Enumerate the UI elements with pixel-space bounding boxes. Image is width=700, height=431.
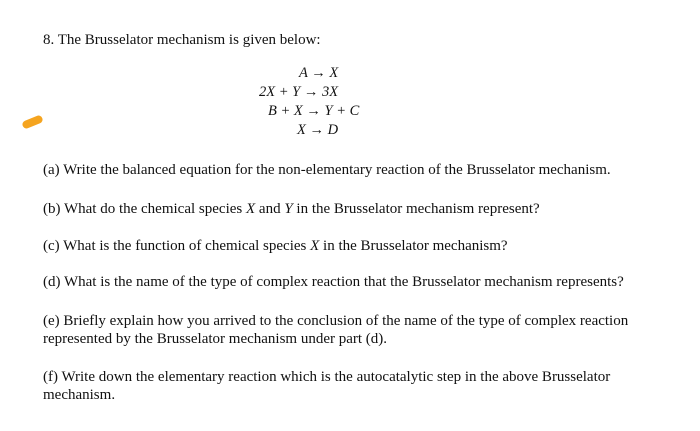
question-a — [43, 161, 683, 179]
equation-3: B + X → Y + C — [268, 103, 360, 119]
question-a-text: (a) Write the balanced equation for the non-elementary reaction of the Brusselator mechanism. — [43, 162, 611, 178]
question-c-text-1: (c) What is the function of chemical species — [43, 238, 311, 254]
question-f-line-1: (f) Write down the elementary reaction which is the autocatalytic step in the above Brusselator — [43, 369, 611, 385]
problem-heading: 8. The Brusselator mechanism is given below: — [43, 32, 321, 48]
question-e — [43, 312, 683, 348]
question-b — [43, 200, 683, 218]
question-c — [43, 237, 683, 255]
question-b-text-2: and — [255, 201, 285, 217]
question-d — [43, 273, 683, 291]
question-b-text-1: (b) What do the chemical species — [43, 201, 246, 217]
highlighter-mark — [21, 114, 43, 129]
question-e-line-1: (e) Briefly explain how you arrived to the conclusion of the name of the type of complex reaction — [43, 313, 629, 329]
question-c-text-2: in the Brusselator mechanism? — [319, 238, 508, 254]
question-d-text: (d) What is the name of the type of complex reaction that the Brusselator mechanism represents? — [43, 274, 624, 290]
equation-4: X → D — [297, 122, 339, 138]
question-b-var-y: Y — [284, 201, 293, 217]
question-e-line-2: represented by the Brusselator mechanism under part (d). — [43, 331, 388, 347]
equation-1: A → X — [299, 65, 339, 81]
question-b-text-3: in the Brusselator mechanism represent? — [292, 201, 540, 217]
question-b-var-x: X — [245, 201, 256, 217]
question-c-var-x: X — [310, 238, 320, 254]
question-f-line-2: mechanism. — [43, 387, 116, 403]
question-f — [43, 368, 683, 404]
equation-2: 2X + Y → 3X — [259, 84, 339, 100]
